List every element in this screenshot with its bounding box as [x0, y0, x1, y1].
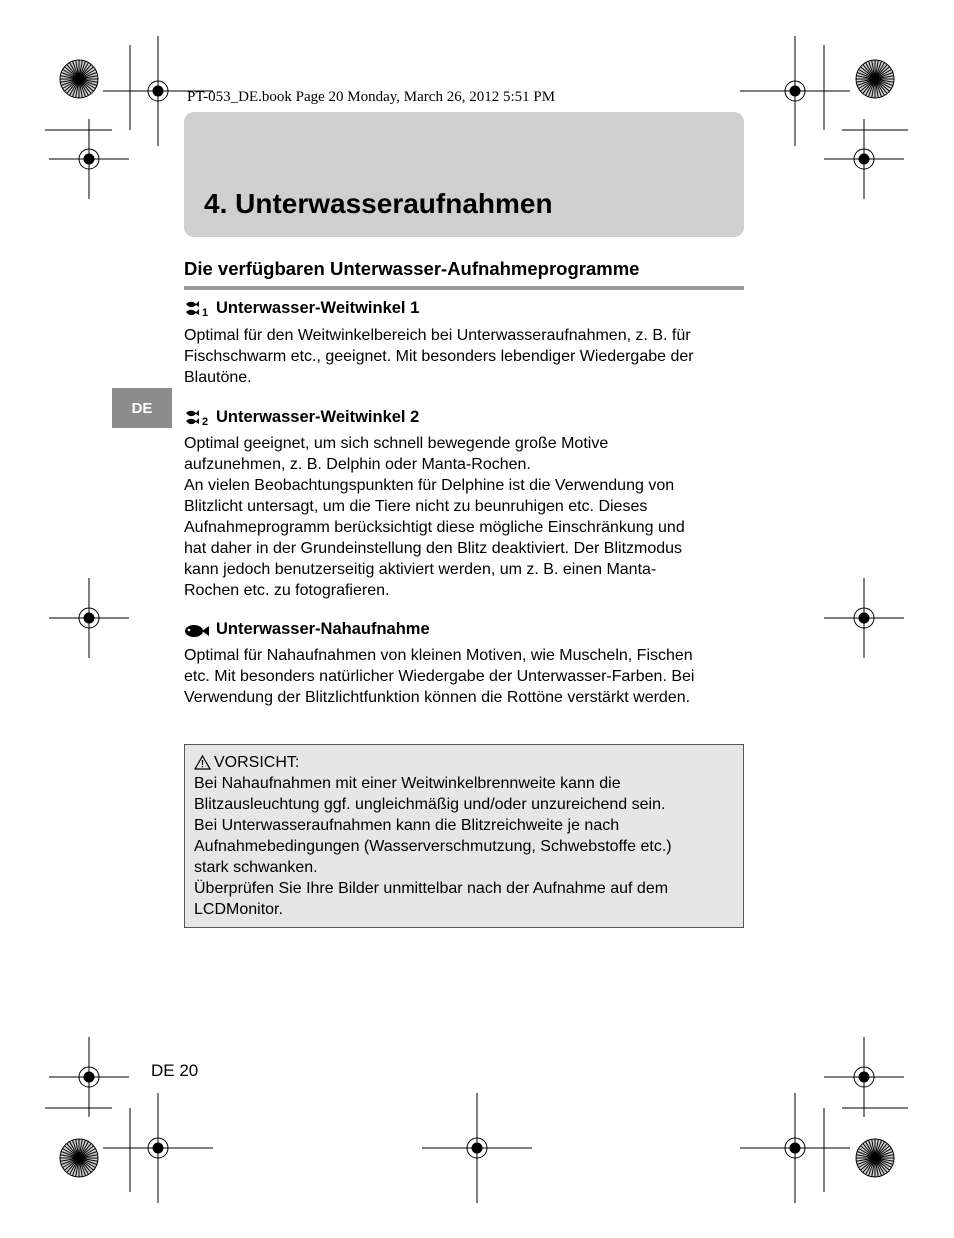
warning-icon — [194, 755, 211, 770]
text-line: Verwendung der Blitzlichtfunktion können die Rottöne verstärkt werden. — [184, 689, 691, 706]
text-line: kann jedoch benutzerseitig aktiviert werden, um z. B. einen Manta- — [184, 561, 657, 578]
print-file-info: PT-053_DE.book Page 20 Monday, March 26, 2012 5:51 PM — [187, 89, 556, 105]
caution-line: LCDMonitor. — [194, 901, 283, 918]
page-number: DE 20 — [151, 1061, 199, 1080]
underwater-wide-2-icon — [184, 409, 212, 427]
text-line: Blitzlicht untersagt, um die Tiere nicht zu beunruhigen etc. Dieses — [184, 498, 648, 515]
text-line: Optimal für Nahaufnahmen von kleinen Motiven, wie Muscheln, Fischen — [184, 647, 693, 664]
text-line: Rochen etc. zu fotografieren. — [184, 582, 390, 599]
mode-description-wide-2 — [184, 433, 749, 601]
caution-line: Überprüfen Sie Ihre Bilder unmittelbar nach der Aufnahme auf dem — [194, 880, 669, 897]
text-line: Aufnahmeprogramm berücksichtigt diese mögliche Einschränkung und — [184, 519, 685, 536]
mode-heading-macro — [184, 620, 430, 639]
caution-box — [184, 744, 744, 928]
text-line: Optimal geeignet, um sich schnell bewegende große Motive — [184, 435, 609, 452]
caution-line: stark schwanken. — [194, 859, 318, 876]
mode-description-wide-1 — [184, 325, 749, 388]
mode-title: Unterwasser-Nahaufnahme — [216, 620, 430, 638]
text-line: aufzunehmen, z. B. Delphin oder Manta-Rochen. — [184, 456, 531, 473]
mode-heading-wide-2 — [184, 408, 419, 427]
text-line: etc. Mit besonders natürlicher Wiedergabe der Unterwasser-Farben. Bei — [184, 668, 695, 685]
svg-text:1: 1 — [202, 306, 209, 318]
text-line: hat daher in der Grundeinstellung den Blitz deaktiviert. Der Blitzmodus — [184, 540, 683, 557]
caution-line: Aufnahmebedingungen (Wasserverschmutzung, Schwebstoffe etc.) — [194, 838, 672, 855]
underwater-macro-icon — [184, 621, 212, 639]
language-tab: DE — [112, 388, 172, 428]
underwater-wide-1-icon — [184, 300, 212, 318]
mode-heading-wide-1 — [184, 299, 419, 318]
chapter-title: 4. Unterwasseraufnahmen — [204, 188, 553, 219]
section-heading: Die verfügbaren Unterwasser-Aufnahmeprogramme — [184, 258, 640, 279]
text-line: An vielen Beobachtungspunkten für Delphine ist die Verwendung von — [184, 477, 675, 494]
text-line: Optimal für den Weitwinkelbereich bei Unterwasseraufnahmen, z. B. für — [184, 327, 691, 344]
caution-line: Bei Unterwasseraufnahmen kann die Blitzreichweite je nach — [194, 817, 620, 834]
caution-label: VORSICHT: — [214, 754, 300, 771]
caution-header — [194, 752, 672, 773]
text-line: Fischschwarm etc., geeignet. Mit besonders lebendiger Wiedergabe der — [184, 348, 694, 365]
mode-description-macro — [184, 645, 749, 708]
svg-text:2: 2 — [202, 415, 209, 427]
section-divider — [184, 286, 744, 290]
caution-line: Bei Nahaufnahmen mit einer Weitwinkelbrennweite kann die — [194, 775, 621, 792]
caution-line: Blitzausleuchtung ggf. ungleichmäßig und/oder unzureichend sein. — [194, 796, 666, 813]
text-line: Blautöne. — [184, 369, 252, 386]
mode-title: Unterwasser-Weitwinkel 2 — [216, 408, 420, 426]
mode-title: Unterwasser-Weitwinkel 1 — [216, 299, 420, 317]
